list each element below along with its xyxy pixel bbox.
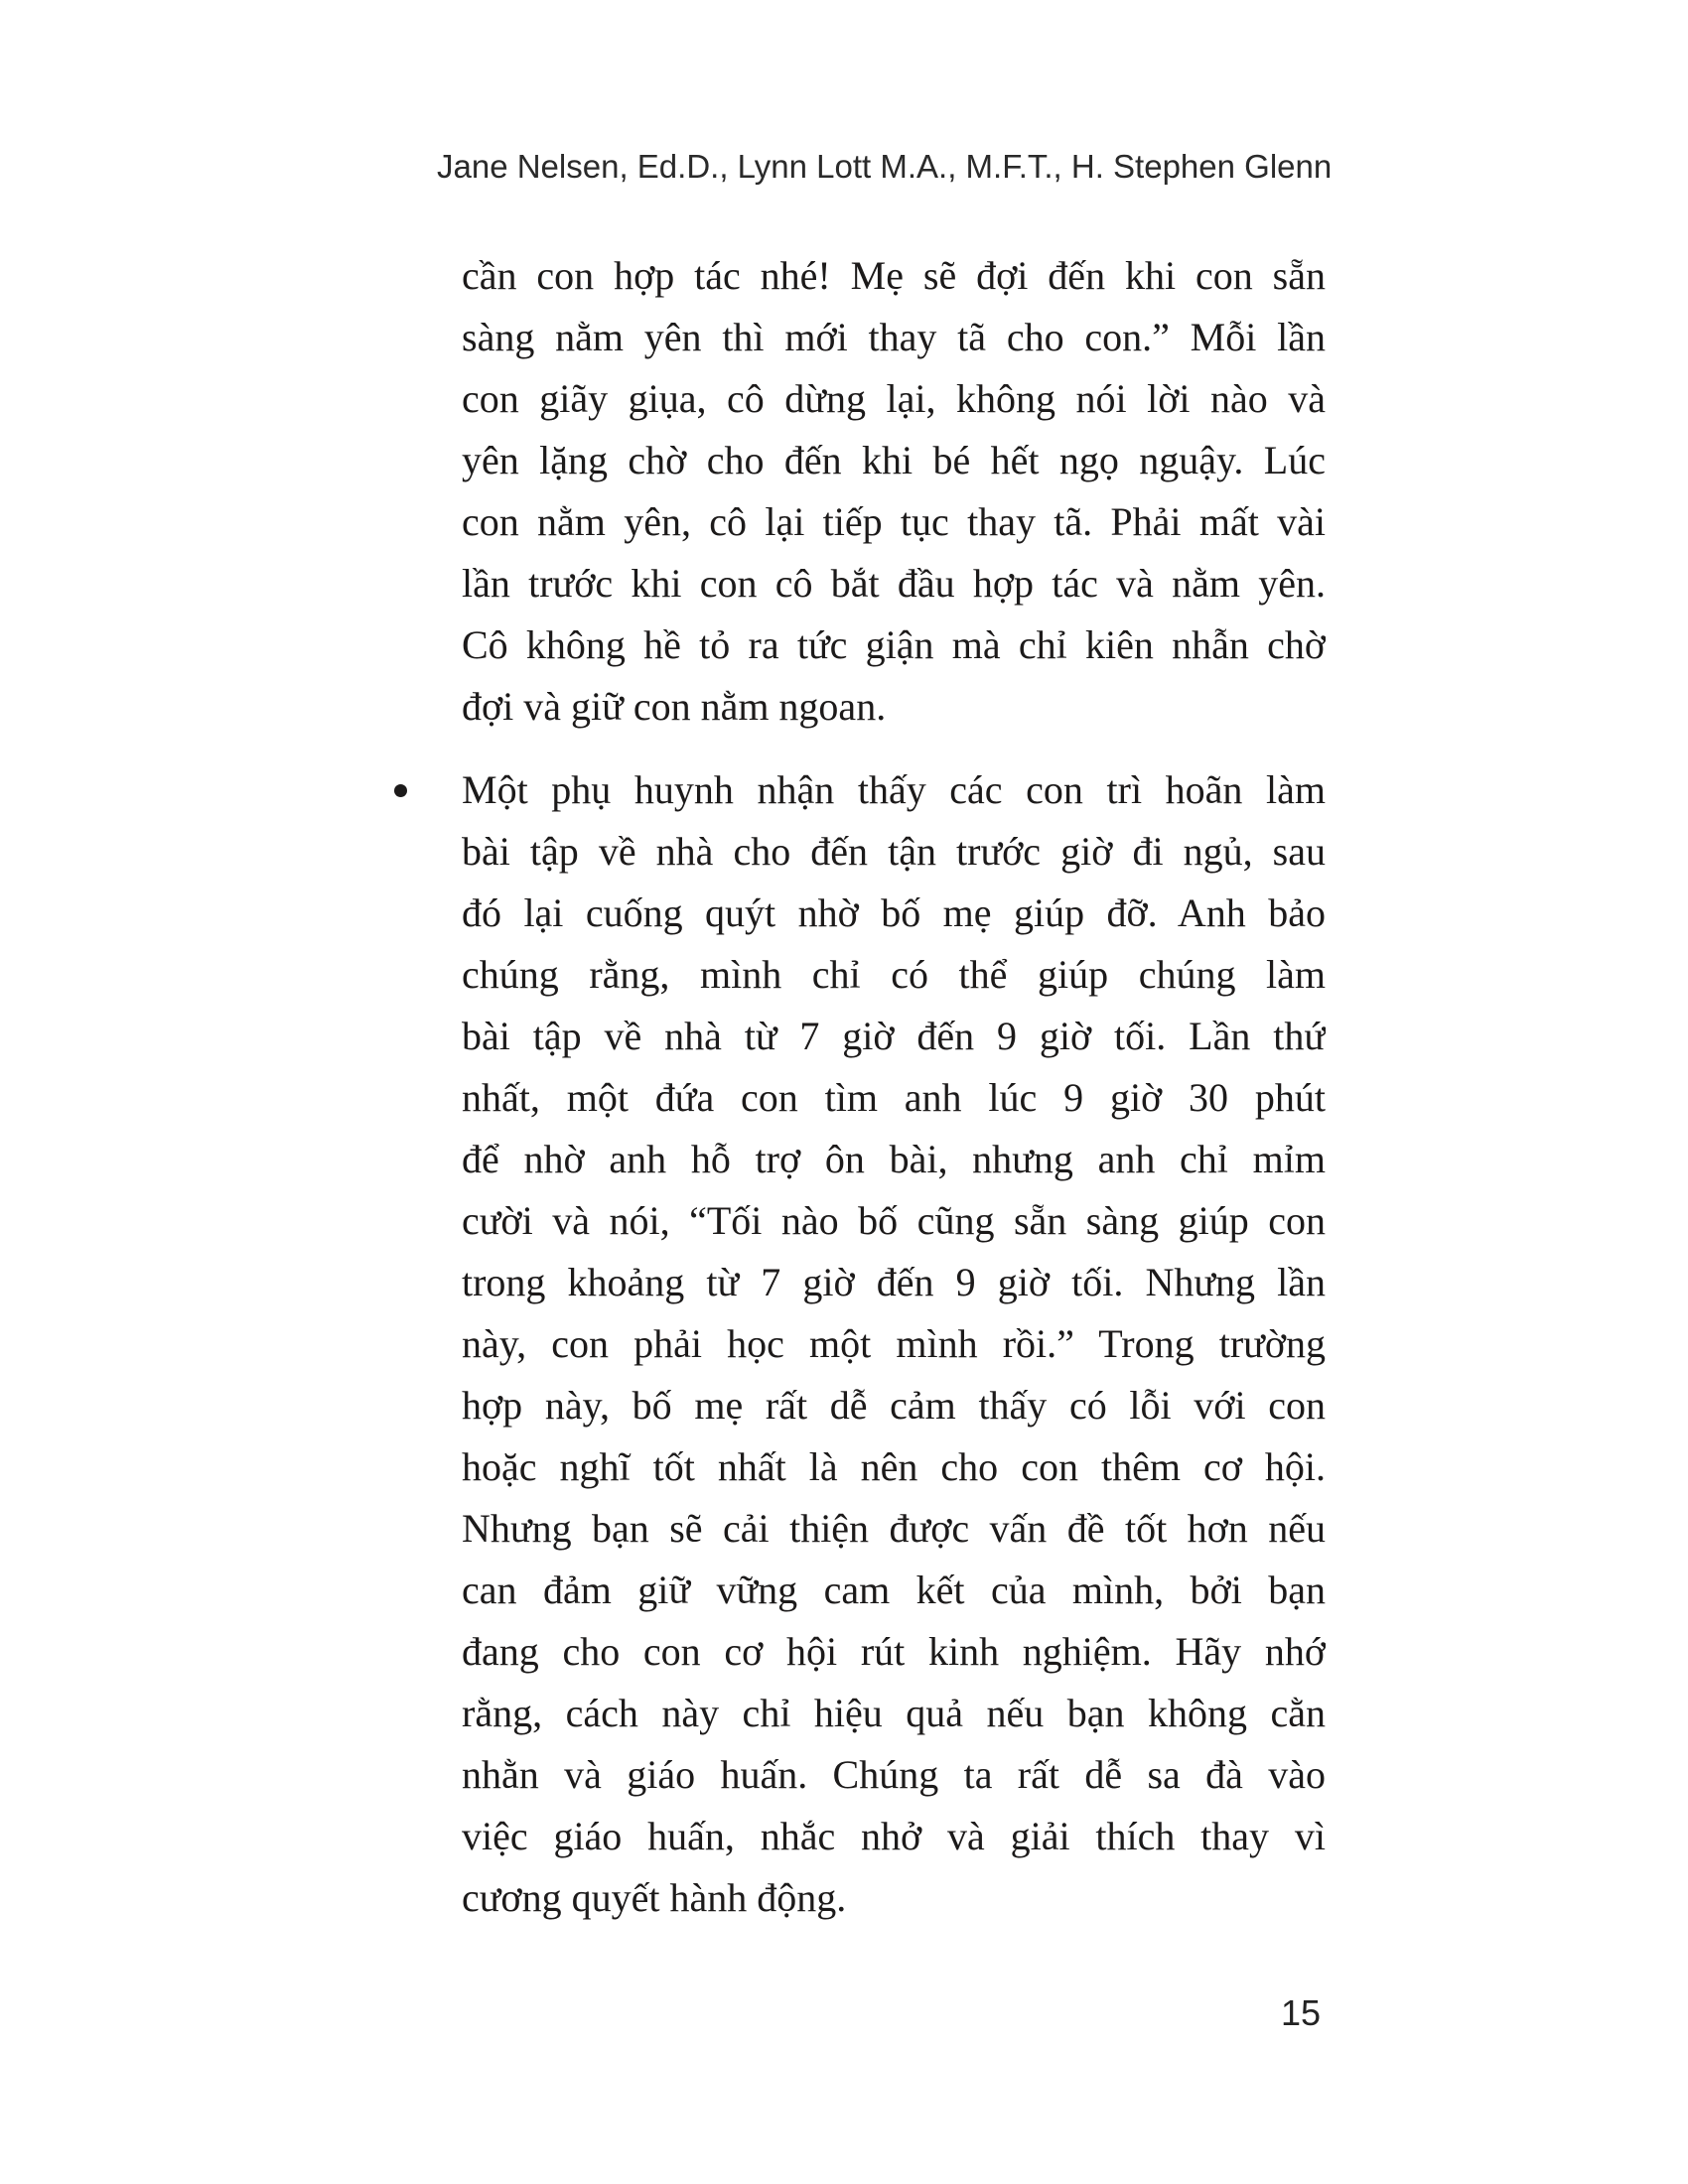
text-line: bài tập về nhà cho đến tận trước giờ đi ngủ, sau — [462, 829, 1326, 874]
running-header: Jane Nelsen, Ed.D., Lynn Lott M.A., M.F.T., H. Stephen Glenn — [437, 148, 1333, 185]
continuation-paragraph — [462, 245, 1326, 738]
text-line: cười và nói, “Tối nào bố cũng sẵn sàng giúp con — [462, 1198, 1326, 1243]
text-line: lần trước khi con cô bắt đầu hợp tác và nằm yên. — [462, 561, 1326, 606]
text-line: chúng rằng, mình chỉ có thể giúp chúng làm — [462, 952, 1326, 997]
text-line: con giãy giụa, cô dừng lại, không nói lời nào và — [462, 376, 1326, 421]
text-line: hoặc nghĩ tốt nhất là nên cho con thêm cơ hội. — [462, 1444, 1326, 1489]
text-line: đợi và giữ con nằm ngoan. — [462, 684, 887, 729]
text-line: Cô không hề tỏ ra tức giận mà chỉ kiên nhẫn chờ — [462, 622, 1326, 667]
text-line: để nhờ anh hỗ trợ ôn bài, nhưng anh chỉ mỉm — [462, 1137, 1326, 1181]
text-line: yên lặng chờ cho đến khi bé hết ngọ nguậy. Lúc — [462, 438, 1326, 482]
text-line: Nhưng bạn sẽ cải thiện được vấn đề tốt hơn nếu — [462, 1506, 1326, 1551]
text-line: hợp này, bố mẹ rất dễ cảm thấy có lỗi với con — [462, 1383, 1326, 1428]
body-text-column — [462, 245, 1326, 1929]
text-line: cương quyết hành động. — [462, 1875, 847, 1920]
text-line: nhằn và giáo huấn. Chúng ta rất dễ sa đà vào — [462, 1752, 1326, 1797]
text-line: nhất, một đứa con tìm anh lúc 9 giờ 30 phút — [462, 1075, 1326, 1120]
text-line: Một phụ huynh nhận thấy các con trì hoãn làm — [462, 767, 1326, 812]
bullet-icon — [394, 784, 407, 797]
text-line: trong khoảng từ 7 giờ đến 9 giờ tối. Nhưng lần — [462, 1260, 1326, 1304]
text-line: sàng nằm yên thì mới thay tã cho con.” Mỗi lần — [462, 315, 1326, 359]
text-line: bài tập về nhà từ 7 giờ đến 9 giờ tối. Lần thứ — [462, 1014, 1326, 1058]
text-line: cần con hợp tác nhé! Mẹ sẽ đợi đến khi con sẵn — [462, 253, 1326, 298]
bullet-list-item — [462, 759, 1326, 1929]
paragraph-lines — [462, 245, 1326, 738]
text-line: rằng, cách này chỉ hiệu quả nếu bạn không cằn — [462, 1691, 1326, 1735]
paragraph-lines — [462, 759, 1326, 1929]
text-line: đó lại cuống quýt nhờ bố mẹ giúp đỡ. Anh bảo — [462, 890, 1326, 935]
text-line: này, con phải học một mình rồi.” Trong trường — [462, 1321, 1326, 1366]
text-line: can đảm giữ vững cam kết của mình, bởi bạn — [462, 1568, 1326, 1612]
text-line: đang cho con cơ hội rút kinh nghiệm. Hãy nhớ — [462, 1629, 1326, 1674]
text-line: con nằm yên, cô lại tiếp tục thay tã. Phải mất vài — [462, 499, 1326, 544]
page-number: 15 — [1280, 1992, 1321, 2033]
text-line: việc giáo huấn, nhắc nhở và giải thích thay vì — [462, 1814, 1326, 1858]
